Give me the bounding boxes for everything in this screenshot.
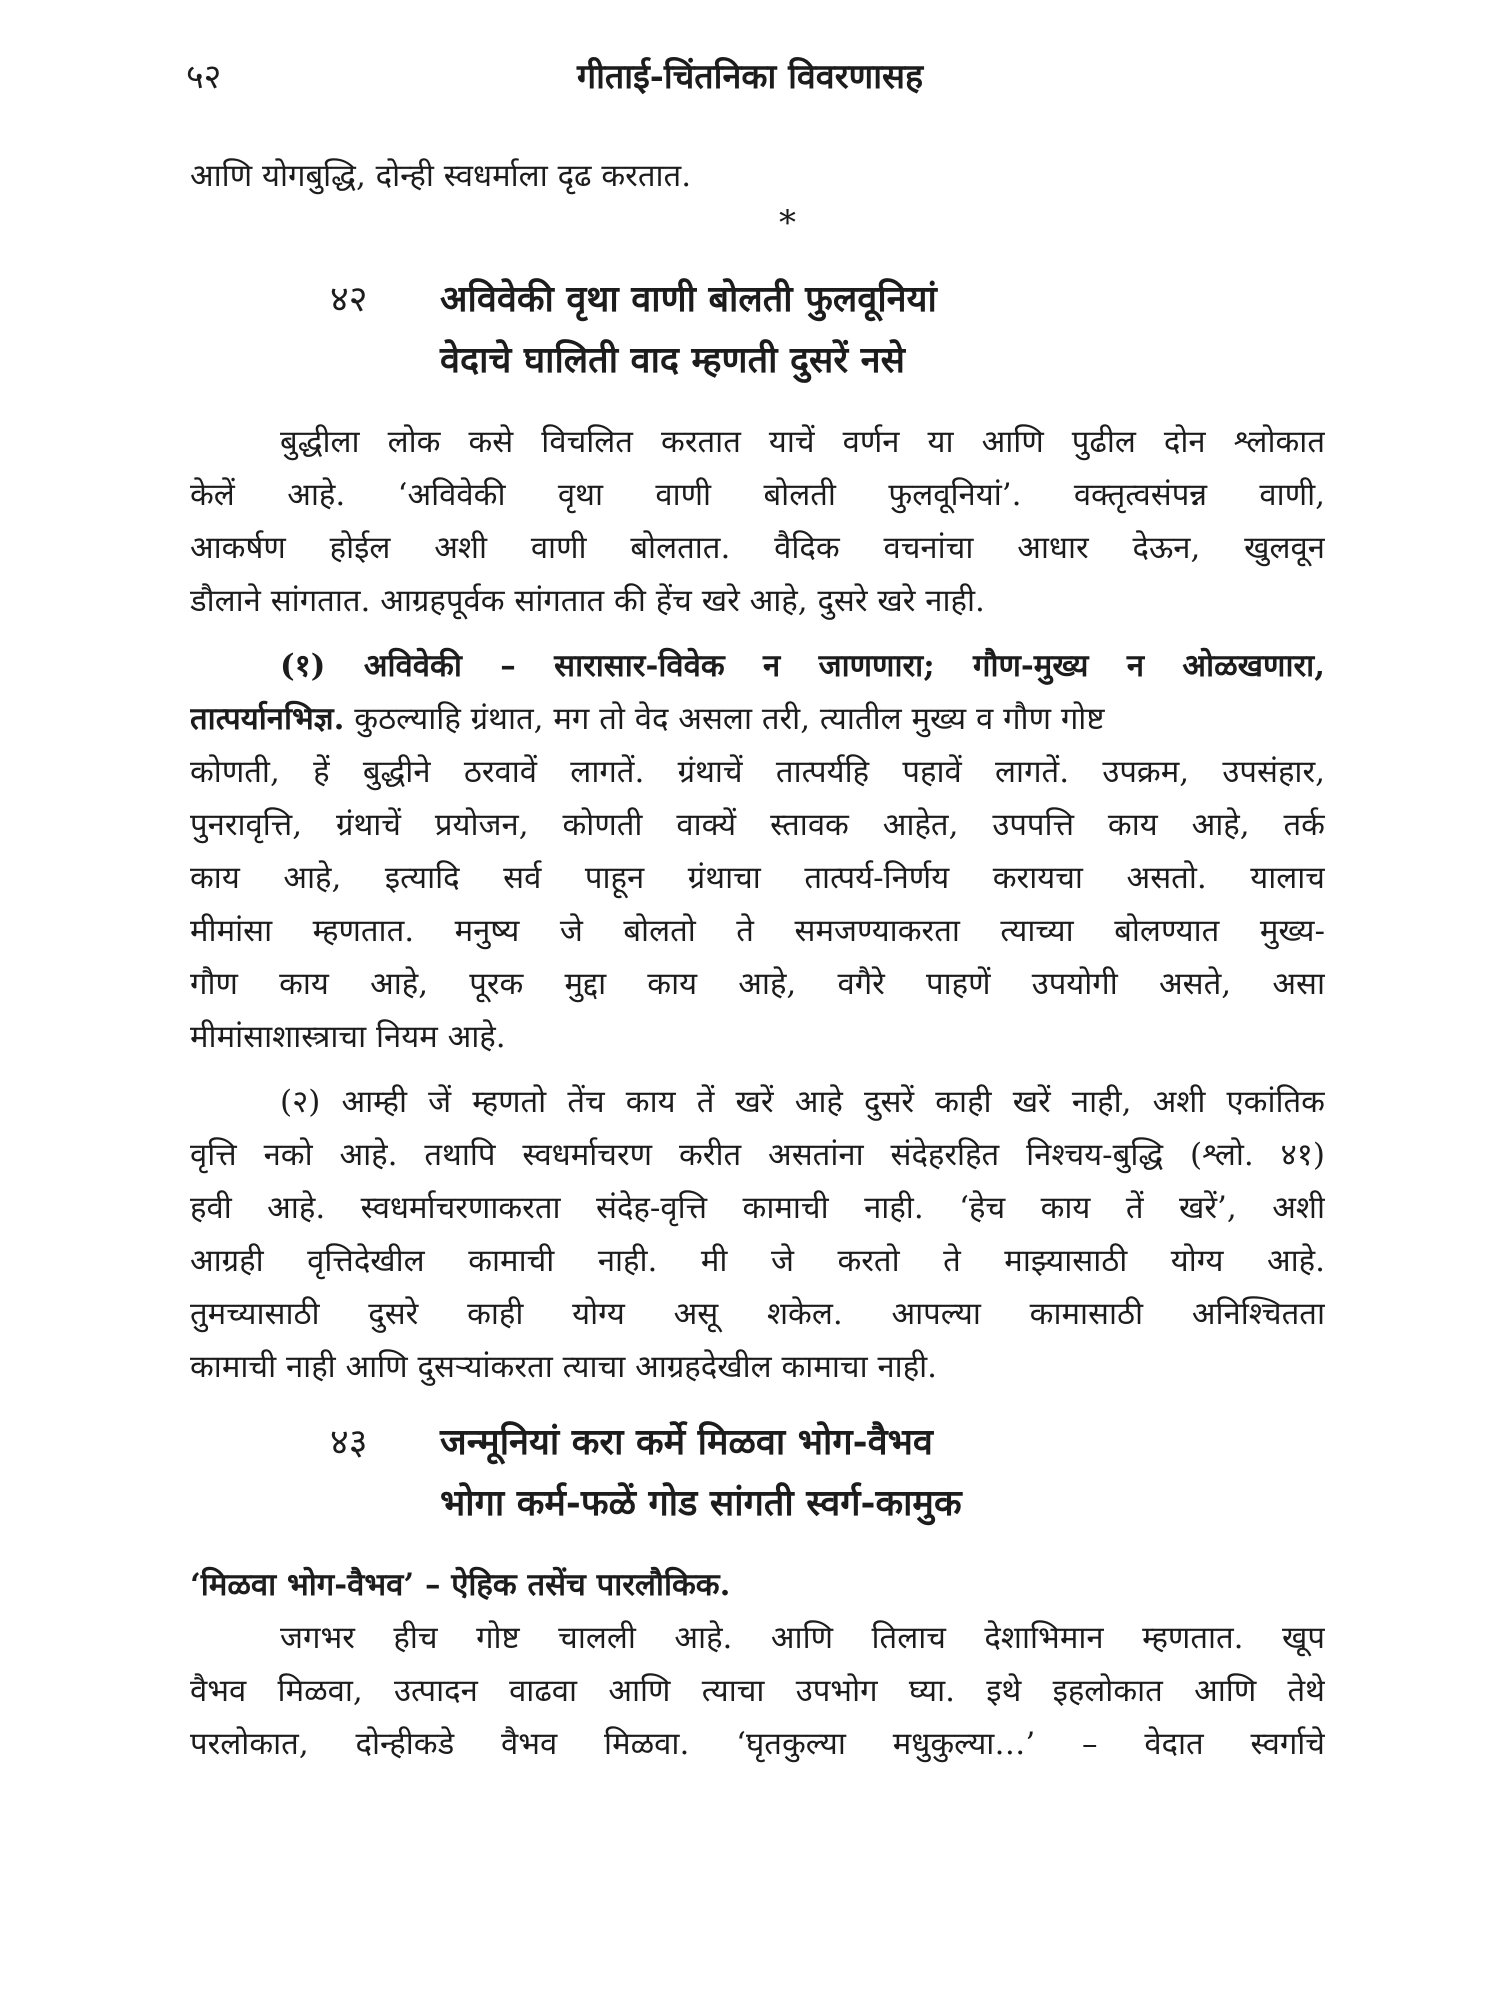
running-title: गीताई-चिंतनिका विवरणासह <box>576 57 924 97</box>
verse-43 <box>190 1412 1325 1533</box>
text-line: डौलाने सांगतात. आग्रहपूर्वक सांगतात की हेंच खरे आहे, दुसरे खरे नाही. <box>190 583 985 619</box>
paragraph <box>190 416 1325 628</box>
verse-text: अविवेकी वृथा वाणी बोलती फुलवूनियां <box>440 278 937 320</box>
text-line: तुमच्यासाठी दुसरे काही योग्य असू शकेल. आपल्या कामासाठी अनिश्चितता <box>190 1296 1325 1332</box>
text-line: केलें आहे. ‘अविवेकी वृथा वाणी बोलती फुलवूनियां’. वक्तृत्वसंपन्न वाणी, <box>190 477 1325 513</box>
paragraph <box>190 1612 1325 1771</box>
text-line: आणि योगबुद्धि, दोन्ही स्वधर्माला दृढ करतात. <box>190 158 692 194</box>
text-line: कामाची नाही आणि दुसऱ्यांकरता त्याचा आग्रहदेखील कामाचा नाही. <box>190 1349 938 1385</box>
text-line: वैभव मिळवा, उत्पादन वाढवा आणि त्याचा उपभोग घ्या. इथे इहलोकात आणि तेथे <box>190 1673 1325 1709</box>
verse-42 <box>190 269 1325 390</box>
verse-text: जन्मूनियां करा कर्मे मिळवा भोग-वैभव <box>440 1421 933 1463</box>
text-line: परलोकात, दोन्हीकडे वैभव मिळवा. ‘घृतकुल्या मधुकुल्या…’ – वेदात स्वर्गाचे <box>190 1726 1325 1762</box>
text-line: हवी आहे. स्वधर्माचरणाकरता संदेह-वृत्ति कामाची नाही. ‘हेच काय तें खरें’, अशी <box>190 1190 1325 1226</box>
text-span: कुठल्याहि ग्रंथात, मग तो वेद असला तरी, त्यातील मुख्य व गौण गोष्ट <box>344 701 1105 737</box>
text-line: मीमांसाशास्त्राचा नियम आहे. <box>190 1019 506 1055</box>
verse-number: ४२ <box>330 279 368 320</box>
text-line: गौण काय आहे, पूरक मुद्दा काय आहे, वगैरे पाहणें उपयोगी असते, असा <box>190 966 1325 1002</box>
text-line: काय आहे, इत्यादि सर्व पाहून ग्रंथाचा तात्पर्य-निर्णय करायचा असतो. यालाच <box>190 860 1325 896</box>
page-header <box>0 52 1500 112</box>
text-line: जगभर हीच गोष्ट चालली आहे. आणि तिलाच देशाभिमान म्हणतात. खूप <box>280 1620 1325 1656</box>
text-line: ‘मिळवा भोग-वैभव’ – ऐहिक तसेंच पारलौकिक. <box>190 1567 731 1603</box>
text-line: पुनरावृत्ति, ग्रंथाचें प्रयोजन, कोणती वाक्यें स्तावक आहेत, उपपत्ति काय आहे, तर्क <box>190 807 1325 843</box>
text-line: बुद्धीला लोक कसे विचलित करतात याचें वर्णन या आणि पुढील दोन श्लोकात <box>280 424 1325 460</box>
text-line: (१) अविवेकी – सारासार-विवेक न जाणणारा; गौण-मुख्य न ओळखणारा, <box>280 648 1325 684</box>
text-line: कोणती, हें बुद्धीने ठरवावें लागतें. ग्रंथाचें तात्पर्यहि पहावें लागतें. उपक्रम, उपसंहार, <box>190 754 1325 790</box>
bold-term: तात्पर्यानभिज्ञ. <box>190 701 345 737</box>
page-body <box>190 150 1325 1771</box>
verse-line <box>190 269 1325 330</box>
paragraph <box>190 640 1325 1064</box>
text-line: (२) आम्ही जें म्हणतो तेंच काय तें खरें आहे दुसरें काही खरें नाही, अशी एकांतिक <box>280 1084 1325 1120</box>
page-number: ५२ <box>186 57 222 97</box>
text-line <box>190 693 1325 746</box>
verse-line <box>190 1412 1325 1473</box>
text-line: आग्रही वृत्तिदेखील कामाची नाही. मी जे करतो ते माझ्यासाठी योग्य आहे. <box>190 1243 1325 1279</box>
text-line: वृत्ति नको आहे. तथापि स्वधर्माचरण करीत असतांना संदेहरहित निश्चय-बुद्धि (श्लो. ४१) <box>190 1137 1325 1173</box>
text-line: मीमांसा म्हणतात. मनुष्य जे बोलतो ते समजण्याकरता त्याच्या बोलण्यात मुख्य- <box>190 913 1325 949</box>
text-line: आकर्षण होईल अशी वाणी बोलतात. वैदिक वचनांचा आधार देऊन, खुलवून <box>190 530 1325 566</box>
paragraph <box>190 1076 1325 1394</box>
verse-line: भोगा कर्म-फळें गोड सांगती स्वर्ग-कामुक <box>440 1482 962 1524</box>
section-separator: * <box>779 203 796 243</box>
verse-line: वेदाचे घालिती वाद म्हणती दुसरें नसे <box>440 339 905 381</box>
verse-number: ४३ <box>330 1422 368 1463</box>
